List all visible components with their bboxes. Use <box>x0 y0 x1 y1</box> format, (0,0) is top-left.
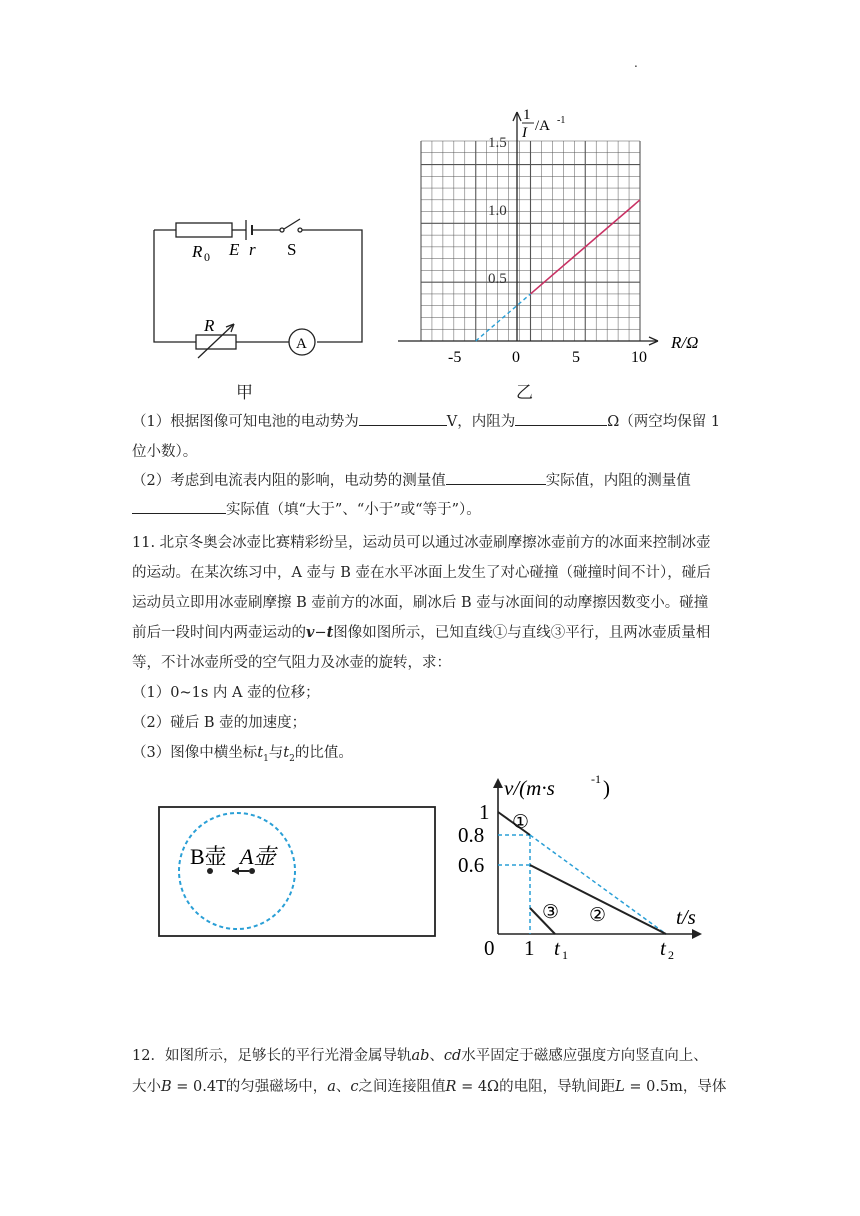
y-label-unit: /A <box>535 118 550 134</box>
t2-label: t <box>660 936 666 960</box>
t1-label: t <box>554 936 560 960</box>
label-r0-sub: 0 <box>204 250 210 264</box>
v-label: v/(m·s <box>504 776 555 800</box>
v-tick-0-8: 0.8 <box>458 823 485 847</box>
label-e: E <box>229 240 240 259</box>
t-tick-1: 1 <box>524 936 535 960</box>
rheostat-symbol <box>196 335 236 349</box>
circuit-diagram <box>140 200 380 370</box>
header-dot: . <box>634 56 638 70</box>
v-label-exp: -1 <box>591 772 601 786</box>
label-r: r <box>249 240 256 259</box>
t1-sub: 1 <box>562 948 568 962</box>
q12-line-2: 大小B = 0.4T的匀强磁场中，a、c之间连接阻值R = 4Ω的电阻，导轨间距L = 0.5m，导体 <box>132 1079 727 1095</box>
resistor-r0-symbol <box>176 223 232 237</box>
graph-yi <box>390 100 710 370</box>
y-label-den: I <box>522 125 527 141</box>
q10-line-2: 位小数）。 <box>132 444 198 460</box>
q10-line-1: （1）根据图像可知电池的电动势为 V，内阻为 Ω（两空均保留 1 <box>132 407 738 437</box>
v-tick-1: 1 <box>479 800 490 824</box>
t-tick-0: 0 <box>484 936 495 960</box>
y-label-exp: -1 <box>557 115 566 126</box>
x-tick-5: 5 <box>572 349 580 366</box>
label-rvar: R <box>204 316 215 335</box>
q10-line-3: （2）考虑到电流表内阻的影响，电动势的测量值 实际值，内阻的测量值 <box>132 466 738 496</box>
q11-sub-1: （1）0~1s 内 A 壶的位移； <box>132 685 320 701</box>
t2-sub: 2 <box>668 948 674 962</box>
caption-yi: 乙 <box>516 383 533 403</box>
q12-line-1: 12．如图所示，足够长的平行光滑金属导轨ab、cd水平固定于磁感应强度方向竖直向上、 <box>132 1048 708 1064</box>
label-r0: R <box>192 242 203 261</box>
switch-s-symbol <box>284 219 300 229</box>
x-tick-10: 10 <box>631 349 647 366</box>
q11-line-5: 等，不计冰壶所受的空气阻力及冰壶的旋转，求： <box>132 655 451 671</box>
label-b-stone: B壶 <box>190 844 227 869</box>
caption-jia: 甲 <box>236 383 253 403</box>
vt-graph <box>452 766 722 962</box>
q11-sub-3: （3）图像中横坐标$t_1$与$t_2$的比值。 <box>132 745 353 764</box>
v-label-close: ) <box>603 776 610 800</box>
y-tick-1-5: 1.5 <box>488 135 507 151</box>
label-s: S <box>287 240 297 259</box>
y-tick-1-0: 1.0 <box>488 203 507 219</box>
q11-line-1: 11. 北京冬奥会冰壶比赛精彩纷呈，运动员可以通过冰壶刷摩擦冰壶前方的冰面来控制冰壶 <box>132 535 711 551</box>
x-tick-0: 0 <box>512 349 520 366</box>
t-label: t/s <box>676 905 696 929</box>
q11-line-3: 运动员立即用冰壶刷摩擦 B 壶前方的冰面，刷冰后 B 壶与冰面间的动摩擦因数变小。碰撞 <box>132 595 709 611</box>
y-tick-0-5: 0.5 <box>488 271 507 287</box>
x-tick-neg5: -5 <box>448 349 462 366</box>
line-label-1: ① <box>512 812 530 833</box>
curling-diagram <box>150 798 446 944</box>
x-label: R/Ω <box>671 333 699 352</box>
y-label-num: 1 <box>523 107 531 123</box>
q11-line-4: 前后一段时间内两壶运动的v−t图像如图所示，已知直线①与直线③平行，且两冰壶质量相 <box>132 624 711 641</box>
label-a-stone: A壶 <box>240 844 276 869</box>
q11-line-2: 的运动。在某次练习中，A 壶与 B 壶在水平冰面上发生了对心碰撞（碰撞时间不计），碰后 <box>132 565 711 581</box>
label-ammeter: A <box>296 336 307 352</box>
v-tick-0-6: 0.6 <box>458 853 485 877</box>
line-label-2: ② <box>589 905 607 926</box>
q11-sub-2: （2）碰后 B 壶的加速度； <box>132 715 307 731</box>
q10-line-4: 实际值（填“大于”、“小于”或“等于”）。 <box>132 495 738 525</box>
line-label-3: ③ <box>542 902 560 923</box>
